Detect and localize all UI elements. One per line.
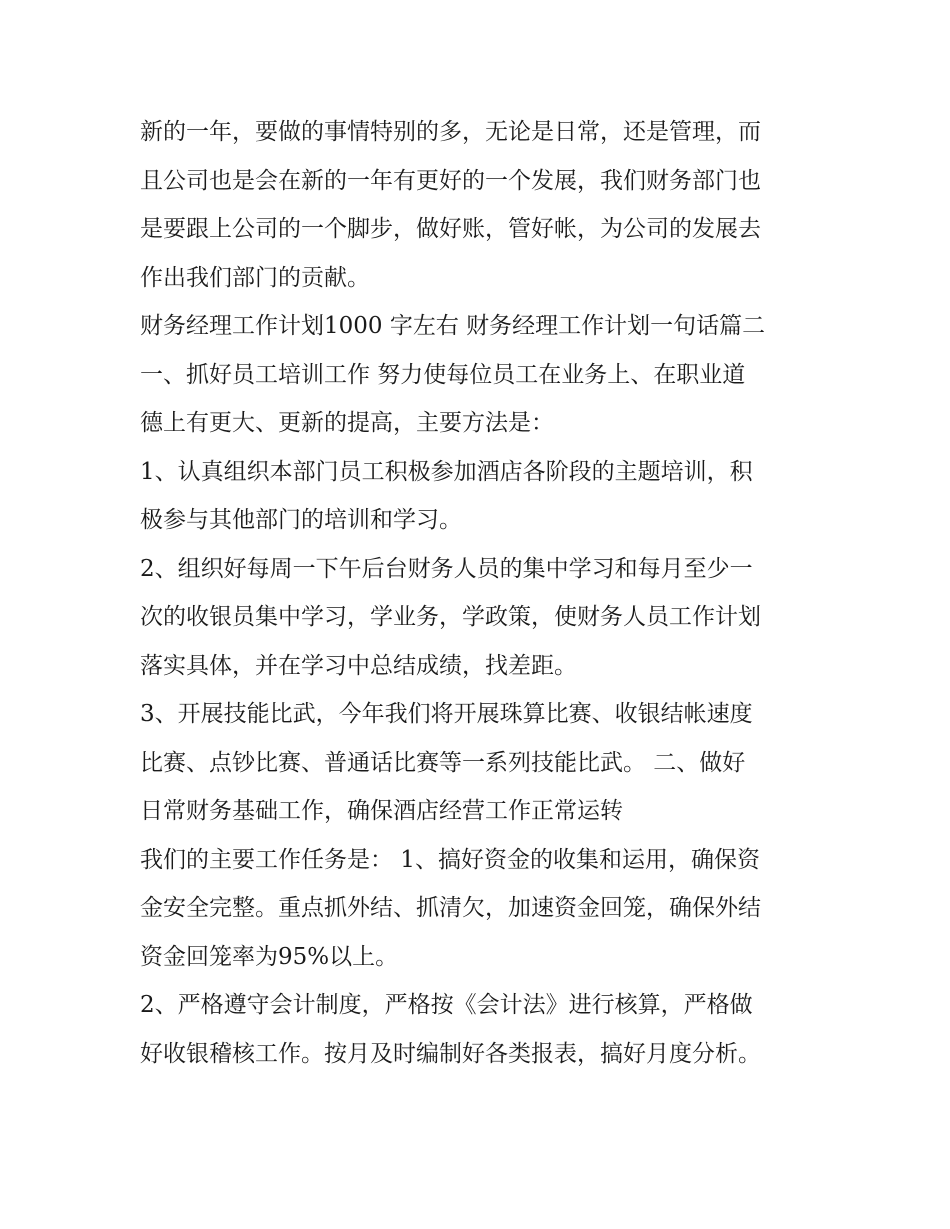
paragraph-2 [140,302,830,448]
text-line: 新的一年，要做的事情特别的多，无论是日常，还是管理，而 [140,119,761,145]
text-line: 我们的主要工作任务是： 1、搞好资金的收集和运用，确保资 [140,846,760,873]
paragraph-5 [140,690,830,836]
text-line: 德上有更大、更新的提高，主要方法是： [140,410,554,436]
text-line: 比赛、点钞比赛、普通话比赛等一系列技能比武。 二、做好 [140,749,746,776]
paragraph-6 [140,836,830,982]
text-line: 1、认真组织本部门员工积极参加酒店各阶段的主题培训，积 [140,458,753,485]
text-line: 3、开展技能比武，今年我们将开展珠算比赛、收银结帐速度 [140,701,753,727]
text-line: 极参与其他部门的培训和学习。 [140,507,462,533]
text-line: 资金回笼率为95%以上。 [140,943,399,970]
text-line: 金安全完整。重点抓外结、抓清欠，加速资金回笼，确保外结 [140,895,761,921]
paragraph-3 [140,448,830,545]
paragraph-4 [140,545,830,691]
text-line: 2、组织好每周一下午后台财务人员的集中学习和每月至少一 [140,555,753,582]
text-line: 财务经理工作计划1000 字左右 财务经理工作计划一句话篇二 [140,313,766,339]
text-line: 好收银稽核工作。按月及时编制好各类报表，搞好月度分析。 [140,1040,761,1067]
text-line: 作出我们部门的贡献。 [140,264,370,291]
text-line: 2、严格遵守会计制度，严格按《会计法》进行核算，严格做 [140,992,753,1018]
paragraph-7 [140,981,830,1078]
text-line: 落实具体，并在学习中总结成绩，找差距。 [140,652,577,679]
paragraph-1 [140,108,830,302]
document-body [140,108,830,1078]
text-line: 且公司也是会在新的一年有更好的一个发展，我们财务部门也 [140,167,761,194]
text-line: 是要跟上公司的一个脚步，做好账，管好帐，为公司的发展去 [140,216,761,242]
text-line: 一、抓好员工培训工作 努力使每位员工在业务上、在职业道 [140,361,746,388]
text-line: 日常财务基础工作，确保酒店经营工作正常运转 [140,798,623,824]
text-line: 次的收银员集中学习，学业务，学政策，使财务人员工作计划 [140,604,761,630]
